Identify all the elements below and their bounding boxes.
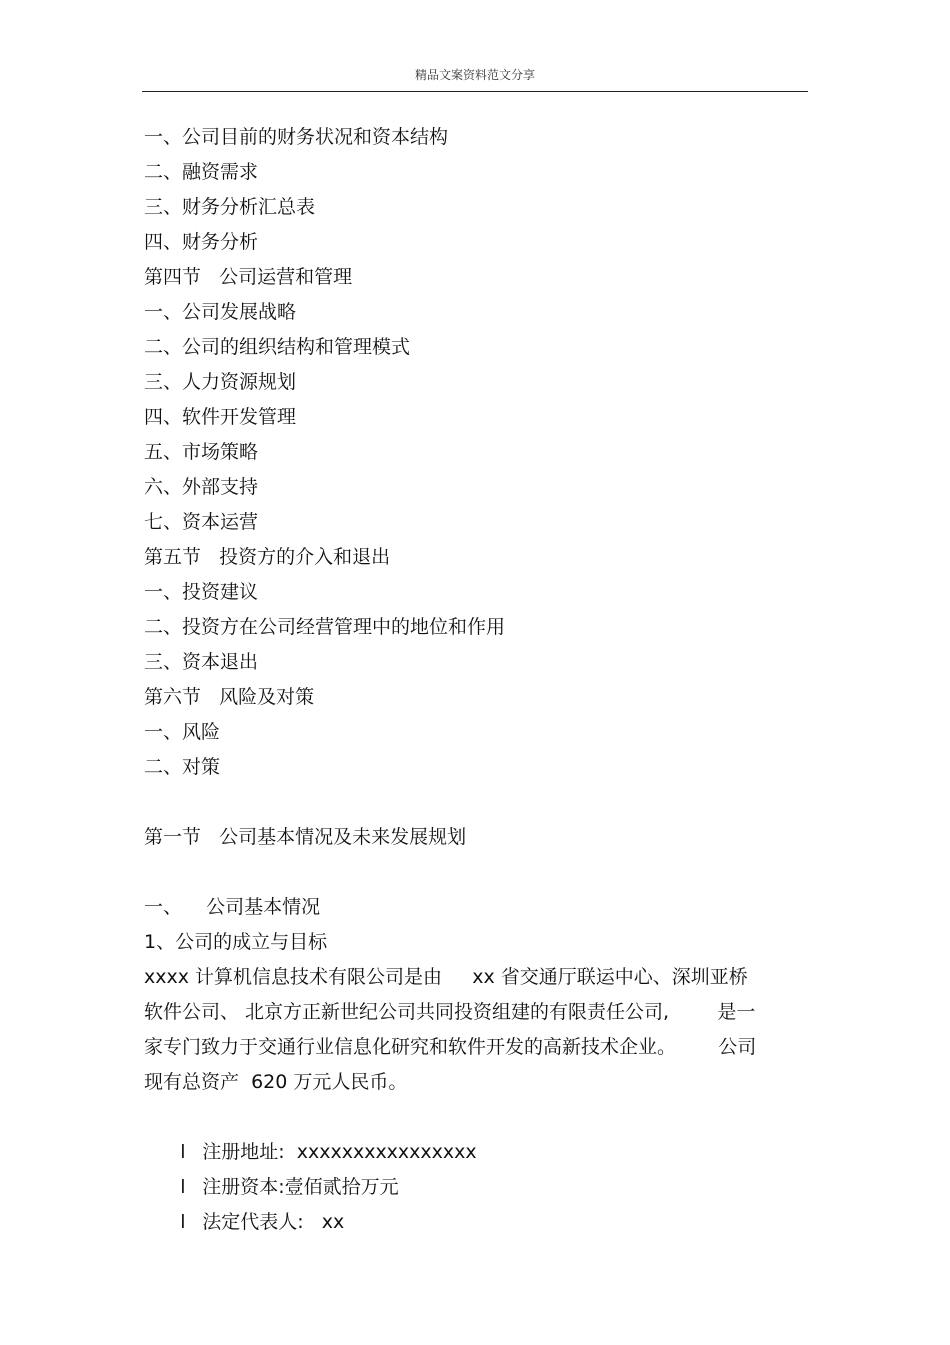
paragraph-line: 软件公司、 北京方正新世纪公司共同投资组建的有限责任公司, 是一 (144, 1001, 756, 1023)
item-heading: 1、公司的成立与目标 (144, 931, 328, 953)
document-body (144, 120, 806, 1233)
spacer (144, 785, 806, 820)
toc-item: 一、风险 (144, 721, 221, 743)
list-item-text: 注册地址: xxxxxxxxxxxxxxxx (202, 1141, 477, 1163)
bullet-marker: l (180, 1176, 186, 1198)
toc-item: 二、投资方在公司经营管理中的地位和作用 (144, 616, 506, 638)
list-item-text: 法定代表人: xx (202, 1211, 345, 1233)
toc-section-heading: 第四节 公司运营和管理 (144, 266, 353, 288)
table-of-contents (144, 120, 806, 785)
company-facts-list (144, 1100, 806, 1233)
paragraph-line: 家专门致力于交通行业信息化研究和软件开发的高新技术企业。 公司 (144, 1036, 757, 1058)
toc-item: 四、财务分析 (144, 231, 259, 253)
header-divider (142, 91, 808, 92)
intro-paragraph (144, 960, 806, 1100)
toc-item: 一、投资建议 (144, 581, 259, 603)
toc-item: 五、市场策略 (144, 441, 259, 463)
toc-section-heading: 第五节 投资方的介入和退出 (144, 546, 391, 568)
toc-item: 三、财务分析汇总表 (144, 196, 316, 218)
toc-item: 二、对策 (144, 756, 221, 778)
toc-section-heading: 第六节 风险及对策 (144, 686, 315, 708)
list-item-text: 注册资本:壹佰贰拾万元 (202, 1176, 399, 1198)
toc-item: 一、公司目前的财务状况和资本结构 (144, 126, 449, 148)
paragraph-line: xxxx 计算机信息技术有限公司是由 xx 省交通厅联运中心、深圳亚桥 (144, 966, 748, 988)
toc-item: 三、资本退出 (144, 651, 259, 673)
paragraph-line: 现有总资产 620 万元人民币。 (144, 1071, 408, 1093)
toc-item: 一、公司发展战略 (144, 301, 297, 323)
toc-item: 六、外部支持 (144, 476, 259, 498)
toc-item: 七、资本运营 (144, 511, 259, 533)
page-header: 精品文案资料范文分享 (414, 68, 535, 82)
bullet-marker: l (180, 1211, 186, 1233)
list-item (144, 1100, 806, 1163)
toc-item: 二、融资需求 (144, 161, 259, 183)
spacer (144, 855, 806, 890)
toc-item: 四、软件开发管理 (144, 406, 297, 428)
toc-item: 三、人力资源规划 (144, 371, 297, 393)
section-subtitle: 一、 公司基本情况 (144, 896, 321, 918)
toc-item: 二、公司的组织结构和管理模式 (144, 336, 411, 358)
bullet-marker: l (180, 1141, 186, 1163)
section-title: 第一节 公司基本情况及未来发展规划 (144, 826, 467, 848)
